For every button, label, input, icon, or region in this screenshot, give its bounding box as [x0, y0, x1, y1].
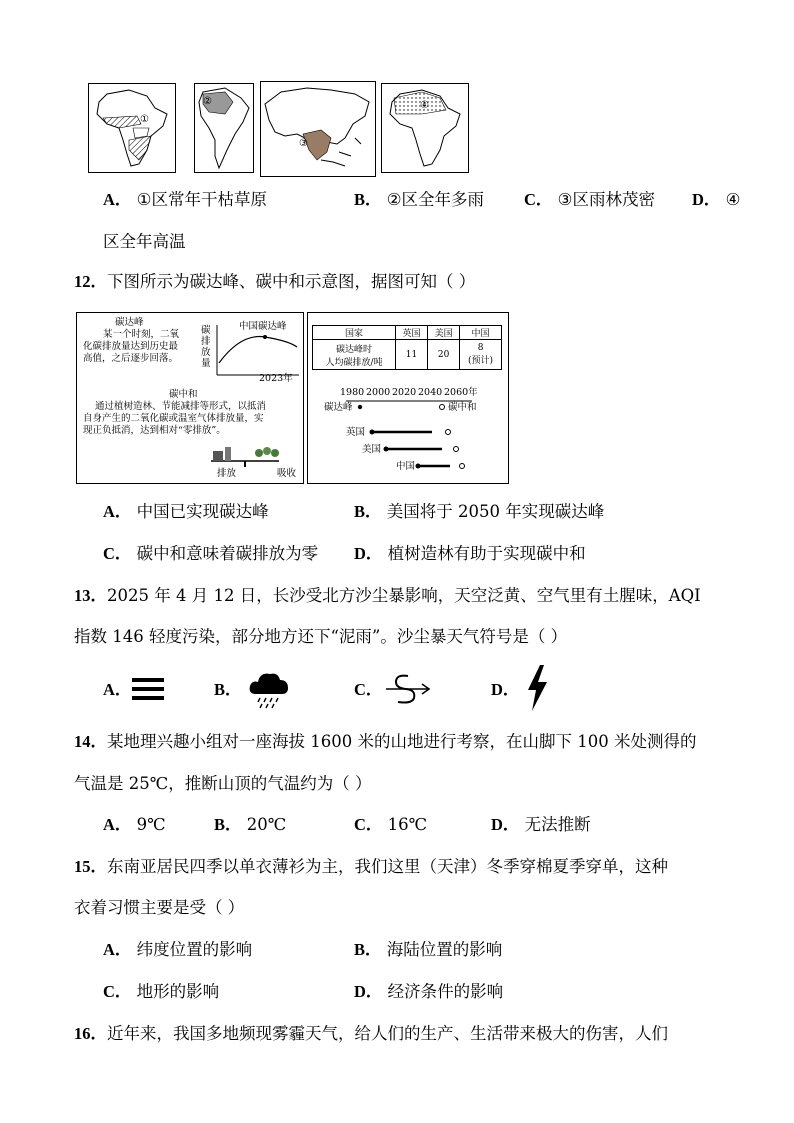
map-africa-4 — [381, 83, 469, 173]
q15-line1: 15．东南亚居民四季以单衣薄衫为主，我们这里（天津）冬季穿棉夏季穿单，这种 — [74, 857, 668, 876]
q12-option-b[interactable]: B． 美国将于 2050 年实现碳达峰 — [354, 502, 605, 521]
q15-option-d[interactable]: D． 经济条件的影响 — [354, 982, 504, 1001]
chart-y-axis-label: 碳排放量 — [201, 325, 211, 369]
q14-option-d[interactable]: D． 无法推断 — [491, 815, 591, 834]
q13-option-a[interactable]: A． — [103, 680, 132, 699]
q13-option-b[interactable]: B． — [214, 680, 242, 699]
peak-curve-chart — [211, 323, 301, 379]
map-label-1: ① — [140, 114, 149, 125]
q13-option-c[interactable]: C． — [354, 680, 383, 699]
q13-option-d[interactable]: D． — [491, 680, 520, 699]
lightning-icon — [524, 664, 550, 712]
q16-line1: 16．近年来，我国多地频现雾霾天气，给人们的生产、生活带来极大的伤害，人们 — [74, 1024, 668, 1043]
carbon-table: 国家 英国 美国 中国 碳达峰时 人均碳排放/吨 11 20 8 (预计) — [312, 325, 502, 370]
balance-scale-icon — [205, 441, 285, 467]
q15-option-b[interactable]: B． 海陆位置的影响 — [354, 940, 503, 959]
sandstorm-icon — [384, 672, 432, 706]
q15-line2: 衣着习惯主要是受（ ） — [74, 898, 245, 917]
carbon-figure-left: 碳达峰 某一个时刻，二氧 化碳排放量达到历史最 高值，之后逐步回落。 碳排放量 中国碳达峰 2023年 碳中和 通过植树造林、节能减排等形式，以抵消 自身产生的二氧化碳或温室气体排放量，实 现正负抵消，达到相对“零排放”。 排放 吸收 — [76, 312, 304, 484]
q12-option-c[interactable]: C． 碳中和意味着碳排放为零 — [103, 544, 319, 563]
q11-option-b[interactable]: B． ②区全年多雨 — [354, 190, 485, 209]
rain-icon — [248, 670, 290, 710]
map-asia-3 — [260, 81, 376, 177]
q14-line2: 气温是 25℃，推断山顶的气温约为（ ） — [74, 774, 372, 793]
carbon-figure-right: 国家 英国 美国 中国 碳达峰时 人均碳排放/吨 11 20 8 (预计) 1980 2000 2020 2040 2060年 碳达峰 碳中和 英国 美国 中国 — [307, 312, 509, 484]
q15-option-a[interactable]: A． 纬度位置的影响 — [103, 940, 253, 959]
q11-option-a[interactable]: A． ①区常年干枯草原 — [103, 190, 267, 209]
q12-stem: 12．下图所示为碳达峰、碳中和示意图，据图可知（ ） — [74, 272, 476, 291]
fog-icon — [132, 676, 164, 702]
q13-line2: 指数 146 轻度污染，部分地方还下“泥雨”。沙尘暴天气符号是（ ） — [74, 627, 568, 646]
q13-line1: 13．2025 年 4 月 12 日，长沙受北方沙尘暴影响，天空泛黄、空气里有土腥味，AQI — [74, 586, 701, 605]
map-label-4: ④ — [420, 100, 429, 111]
q11-option-d[interactable]: D． ④ — [692, 190, 741, 209]
q11-option-d-cont: 区全年高温 — [103, 232, 186, 251]
q12-option-a[interactable]: A． 中国已实现碳达峰 — [103, 502, 269, 521]
q11-option-c[interactable]: C． ③区雨林茂密 — [524, 190, 655, 209]
q14-option-c[interactable]: C． 16℃ — [354, 815, 428, 834]
q12-option-d[interactable]: D． 植树造林有助于实现碳中和 — [354, 544, 586, 563]
map-africa-1 — [88, 83, 176, 173]
map-label-2: ② — [203, 96, 212, 107]
q14-line1: 14．某地理兴趣小组对一座海拔 1600 米的山地进行考察，在山脚下 100 米处测得的 — [74, 732, 697, 751]
q14-option-a[interactable]: A． 9℃ — [103, 815, 166, 834]
q14-option-b[interactable]: B． 20℃ — [214, 815, 287, 834]
q15-option-c[interactable]: C． 地形的影响 — [103, 982, 220, 1001]
map-label-3: ③ — [299, 138, 308, 149]
map-south-america-2 — [194, 83, 254, 173]
